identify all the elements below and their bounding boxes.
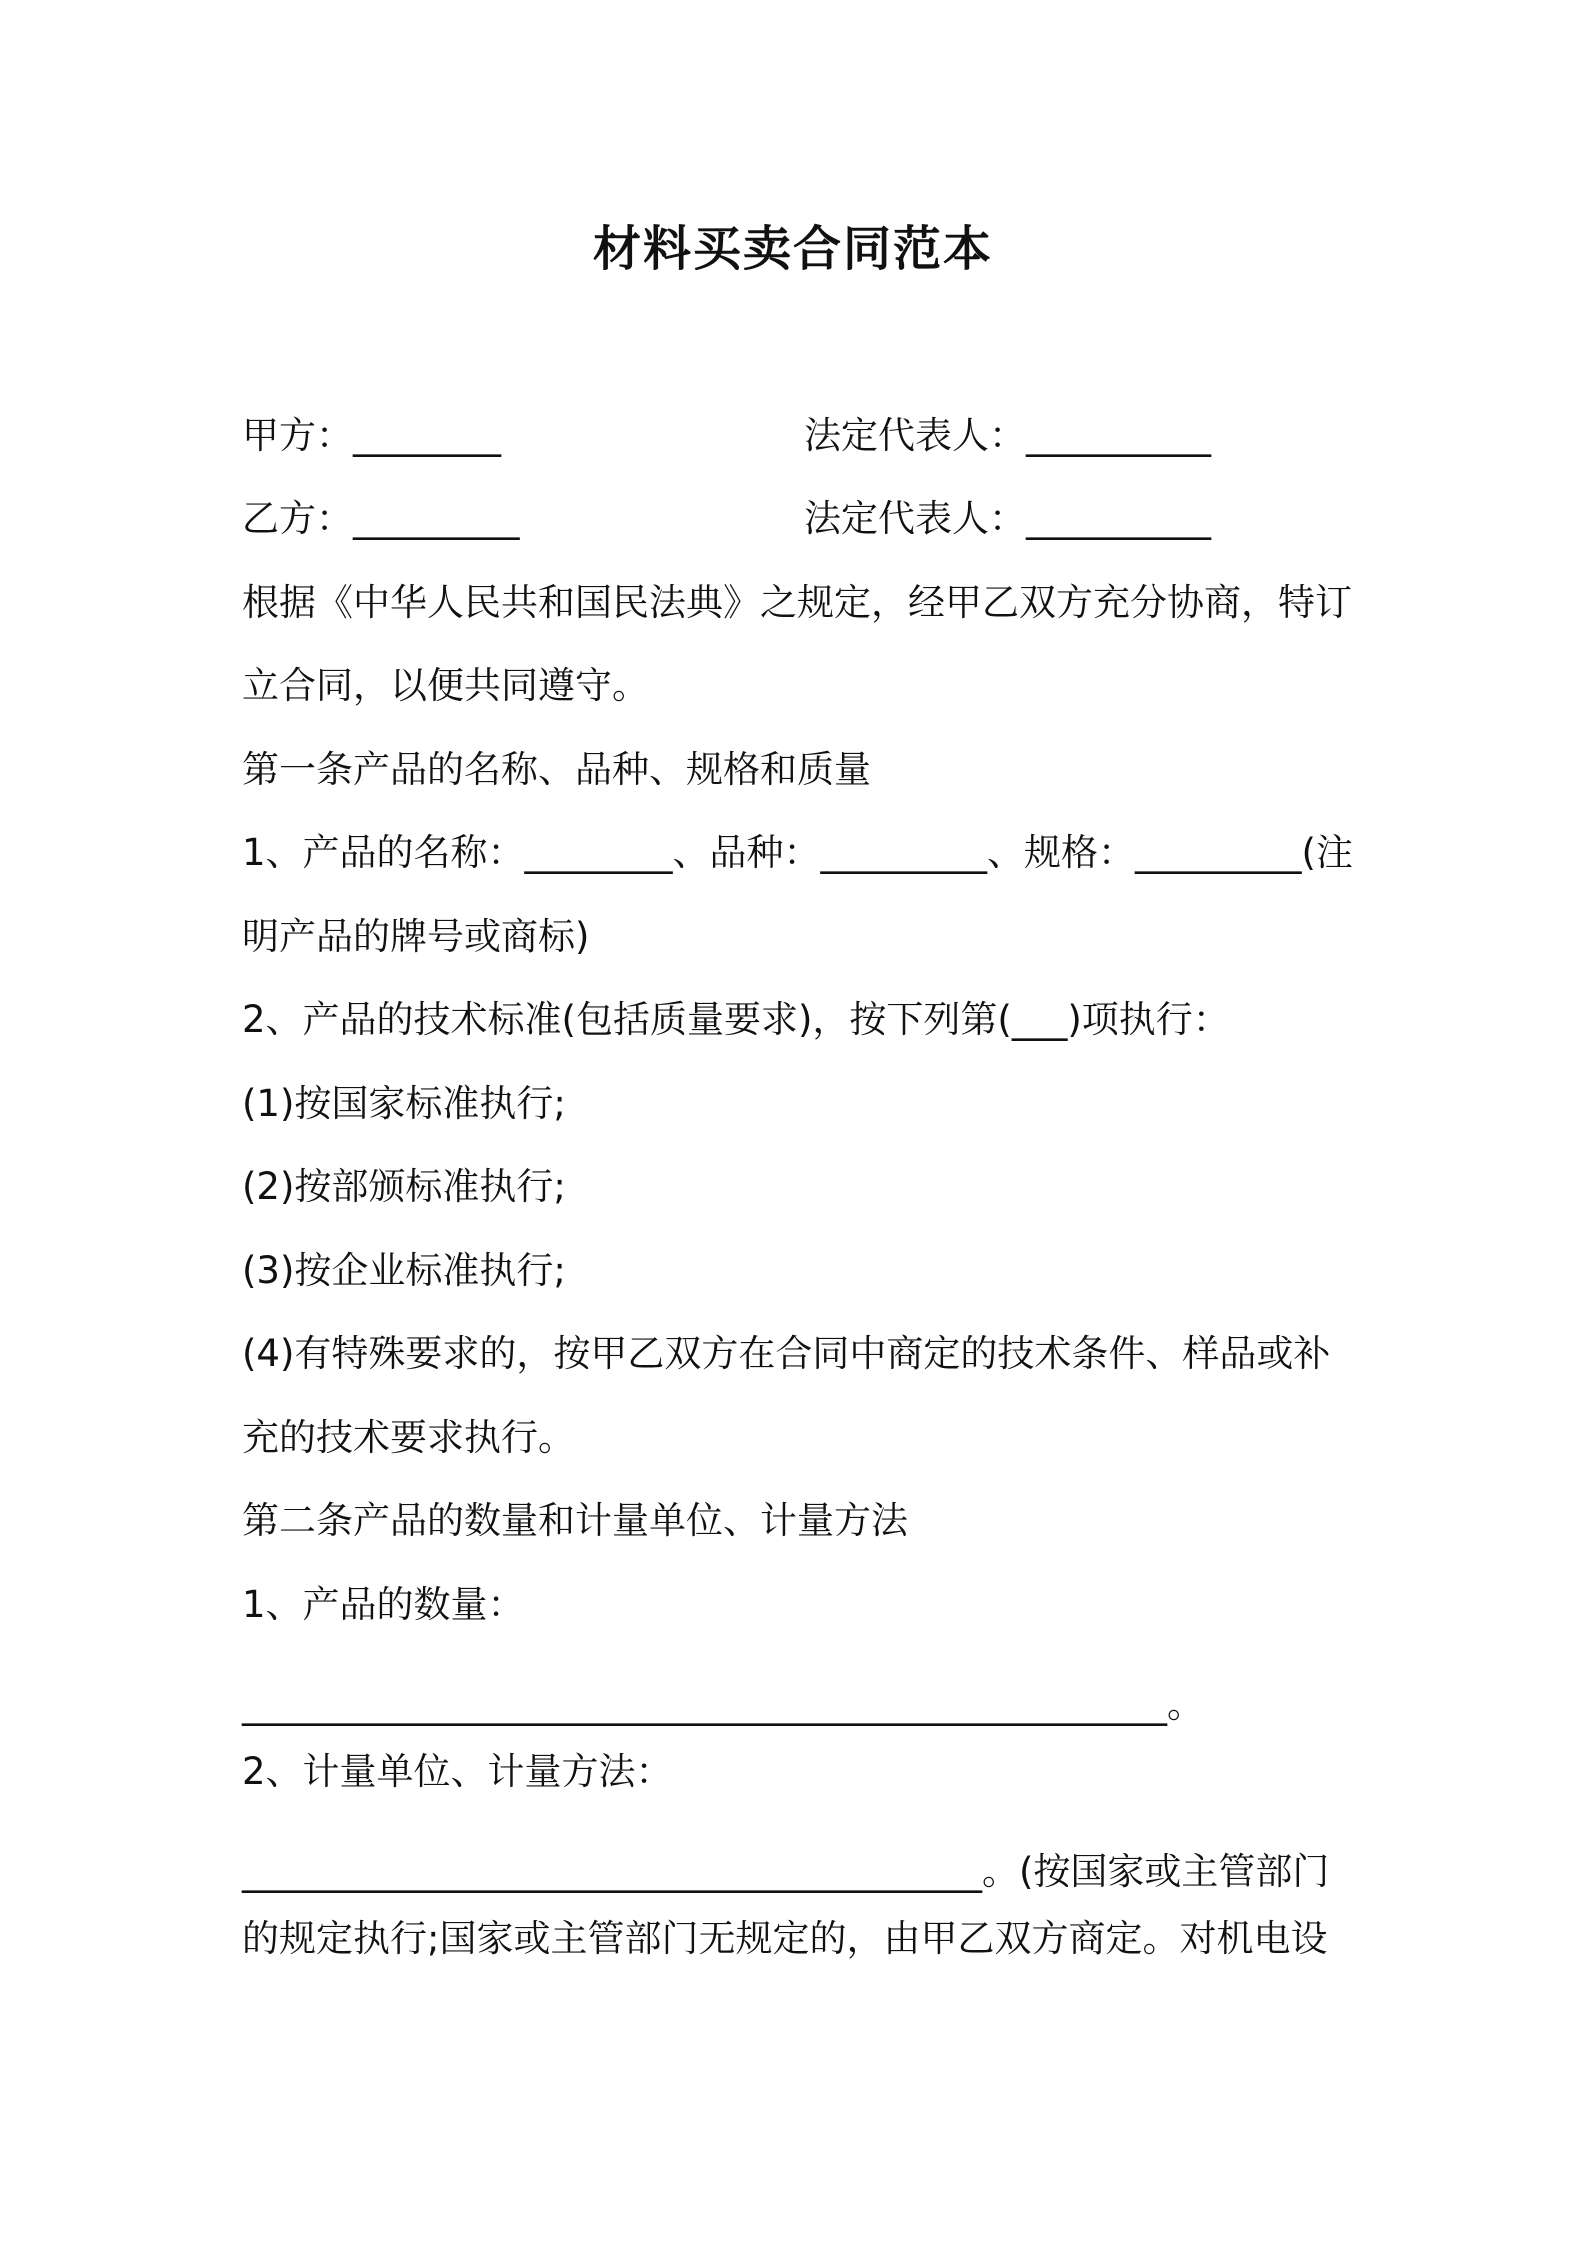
party-a-line: 甲方：________ [242, 414, 501, 457]
body-line: 1、产品的名称：________、品种：_________、规格：_________(注 [242, 831, 1353, 874]
body-line: 2、产品的技术标准(包括质量要求)，按下列第(___)项执行： [242, 998, 1230, 1041]
body-line: 立合同，以便共同遵守。 [242, 664, 649, 707]
blank-fill-line: ________________________________________。(按国家或主管部门 [242, 1850, 1330, 1893]
body-line: 1、产品的数量： [242, 1583, 525, 1626]
blank-fill-line: __________________________________________________。 [242, 1683, 1204, 1726]
body-line: 的规定执行;国家或主管部门无规定的，由甲乙双方商定。对机电设 [242, 1917, 1328, 1960]
party-b-line: 乙方：_________ [242, 497, 520, 540]
party-b-representative: 法定代表人：__________ [804, 497, 1211, 540]
body-line: 充的技术要求执行。 [242, 1416, 575, 1459]
list-item: (1)按国家标准执行; [242, 1082, 566, 1125]
body-line: 明产品的牌号或商标) [242, 915, 590, 958]
document-title: 材料买卖合同范本 [592, 221, 993, 277]
list-item: (3)按企业标准执行; [242, 1249, 566, 1292]
list-item: (2)按部颁标准执行; [242, 1165, 566, 1208]
party-a-representative: 法定代表人：__________ [804, 414, 1211, 457]
section-heading: 第二条产品的数量和计量单位、计量方法 [242, 1499, 908, 1542]
list-item: (4)有特殊要求的，按甲乙双方在合同中商定的技术条件、样品或补 [242, 1332, 1331, 1375]
body-line: 根据《中华人民共和国民法典》之规定，经甲乙双方充分协商，特订 [242, 581, 1352, 624]
section-heading: 第一条产品的名称、品种、规格和质量 [242, 748, 871, 791]
body-line: 2、计量单位、计量方法： [242, 1750, 673, 1793]
